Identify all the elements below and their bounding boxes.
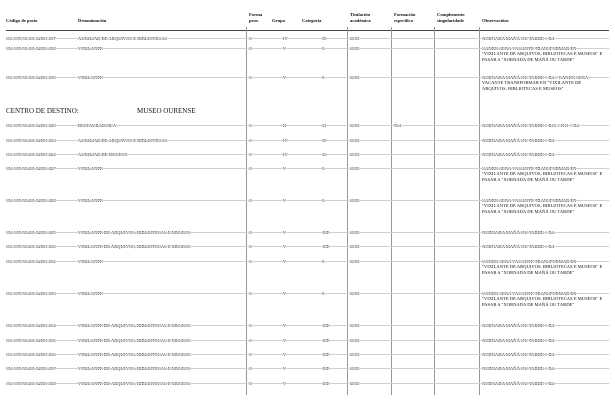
grupo: II (283, 123, 287, 128)
categoria: 10E (322, 244, 330, 249)
header-especifica: específica (394, 18, 413, 23)
posto-code: CU.C59.50.101.32001.039 (6, 75, 56, 80)
categoria: 10E (322, 366, 330, 371)
titulacion: 6003 (350, 46, 360, 51)
grupo: V (283, 291, 287, 296)
row-divider (6, 293, 609, 294)
observacions: XORNADA MAÑÁ OU TARDE // B4 (482, 381, 554, 386)
forma-prov: C (249, 166, 253, 171)
categoria: 3 (322, 166, 325, 171)
forma-prov: C (249, 323, 253, 328)
row-divider (6, 325, 609, 326)
denominacion: VIXILANTE DE ARQUIVOS, BIBLIOTECAS E MUSEOS (78, 352, 191, 357)
header-forma: Forma (249, 12, 263, 17)
observacions: XORNADA MAÑÁ OU TARDE // B4 (482, 152, 554, 157)
posto-code: CU.C59.50.201.32001.037 (6, 366, 56, 371)
grupo: V (283, 244, 287, 249)
observacions: CANDO SEXA VACANTE TRANSFORMAR EN "VIXILANTE DE ARQUIVOS, BIBLIOTECAS E MUSEOS" E PASAR A "XORNADA DE MAÑÁ OU TARDE" (482, 291, 603, 307)
posto-code: CU.C59.50.201.32001.024 (6, 152, 56, 157)
posto-code: CU.C59.50.201.32001.030 (6, 244, 56, 249)
categoria: 3 (322, 291, 325, 296)
grupo: V (283, 46, 287, 51)
denominacion: VIXILANTE DE ARQUIVOS, BIBLIOTECAS E MUSEOS (78, 381, 191, 386)
denominacion: VIXILANTE (78, 259, 103, 264)
row-divider (6, 232, 609, 233)
header-singularidade: singularidade (437, 18, 464, 23)
titulacion: 6003 (350, 244, 360, 249)
categoria: 10E (322, 352, 330, 357)
grupo: V (283, 230, 287, 235)
categoria: 10E (322, 381, 330, 386)
section-label: CENTRO DE DESTINO: (6, 107, 79, 115)
posto-code: CU.C59.50.201.32001.029 (6, 230, 56, 235)
posto-code: CU.C59.50.201.32001.023 (6, 138, 56, 143)
row-divider (6, 168, 609, 169)
posto-code: CU.C59.50.101.32001.037 (6, 36, 56, 41)
grupo: IV (283, 152, 288, 157)
observacions: XORNADA MAÑÁ OU TARDE // B4 (482, 323, 554, 328)
forma-prov: C (249, 291, 253, 296)
posto-code: CU.C59.50.201.32001.020 (6, 123, 56, 128)
denominacion: VIXILANTE DE ARQUIVOS, BIBLIOTECAS E MUSEOS (78, 323, 191, 328)
header-divider (6, 30, 609, 31)
forma-prov: C (249, 123, 253, 128)
posto-code: CU.C59.50.201.32001.035 (6, 338, 56, 343)
titulacion: 6003 (350, 152, 360, 157)
header-formacion: Formación (394, 12, 416, 17)
observacions: XORNADA MAÑÁ OU TARDE // B4 (482, 138, 554, 143)
header-titulacion: Titulación (350, 12, 371, 17)
header-categoria: Categoría (302, 18, 322, 23)
row-divider (6, 261, 609, 262)
forma-prov: C (249, 75, 253, 80)
categoria: 3 (322, 198, 325, 203)
forma-prov: C (249, 230, 253, 235)
grupo: V (283, 338, 287, 343)
observacions: XORNADA MAÑÁ OU TARDE // B4 (482, 36, 554, 41)
forma-prov: C (249, 366, 253, 371)
posto-code: CU.C59.50.101.32001.038 (6, 46, 56, 51)
titulacion: 6003 (350, 123, 360, 128)
forma-prov: C (249, 352, 253, 357)
row-divider (6, 340, 609, 341)
denominacion: VIXILANTE (78, 198, 103, 203)
categoria: 35 (322, 36, 327, 41)
denominacion: VIXILANTE (78, 291, 103, 296)
categoria: 10E (322, 230, 330, 235)
forma-prov: C (249, 46, 253, 51)
row-divider (6, 140, 609, 141)
forma-prov: C (249, 381, 253, 386)
grupo: V (283, 366, 287, 371)
categoria: 10E (322, 323, 330, 328)
categoria: 35 (322, 138, 327, 143)
formacion: 964 (394, 123, 401, 128)
observacions: CANDO SEXA VACANTE TRANSFORMAR EN "VIXILANTE DE ARQUIVOS, BIBLIOTECAS E MUSEOS" E PASAR A "XORNADA DE MAÑÁ OU TARDE" (482, 198, 603, 214)
titulacion: 6003 (350, 352, 360, 357)
posto-code: CU.C59.50.201.32001.028 (6, 198, 56, 203)
titulacion: 6003 (350, 381, 360, 386)
observacions: XORNADA MAÑÁ OU TARDE // B4 (482, 352, 554, 357)
forma-prov: C (249, 198, 253, 203)
observacions: CANDO SEXA VACANTE TRANSFORMAR EN "VIXILANTE DE ARQUIVOS, BIBLIOTECAS E MUSEOS" E PASAR A "XORNADA DE MAÑÁ OU TARDE" (482, 166, 603, 182)
header-codigo: Código de posto (6, 18, 38, 23)
row-divider (6, 125, 609, 126)
forma-prov: C (249, 138, 253, 143)
observacions: XORNADA MAÑÁ OU TARDE // B4 (482, 244, 554, 249)
denominacion: VIXILANTE DE ARQUIVOS, BIBLIOTECAS E MUSEOS (78, 230, 191, 235)
categoria: 3 (322, 75, 325, 80)
posto-code: CU.C59.50.201.32001.034 (6, 323, 56, 328)
titulacion: 6003 (350, 291, 360, 296)
observacions: CANDO SEXA VACANTE TRANSFORMAR EN "VIXILANTE DE ARQUIVOS, BIBLIOTECAS E MUSEOS" E PASAR A "XORNADA DE MAÑÁ OU TARDE" (482, 259, 603, 275)
observacions: CANDO SEXA VACANTE TRANSFORMAR EN "VIXILANTE DE ARQUIVOS, BIBLIOTECAS E MUSEOS" E PASAR A "XORNADA DE MAÑÁ OU TARDE" (482, 46, 603, 62)
observacions: XORNADA MAÑÁ OU TARDE // B4 (482, 366, 554, 371)
categoria: 3 (322, 46, 325, 51)
header-academica: académica (350, 18, 371, 23)
titulacion: 6003 (350, 36, 360, 41)
posto-code: CU.C59.50.201.32001.027 (6, 166, 56, 171)
titulacion: 6003 (350, 75, 360, 80)
titulacion: 6003 (350, 166, 360, 171)
observacions: XORNADA MAÑÁ OU TARDE // B16 // B11 // B4 (482, 123, 579, 128)
observacions: XORNADA MAÑÁ OU TARDE // B4 (482, 230, 554, 235)
row-divider (6, 38, 609, 39)
row-divider (6, 200, 609, 201)
posto-code: CU.C59.50.201.32001.036 (6, 352, 56, 357)
grupo: V (283, 323, 287, 328)
forma-prov: C (249, 338, 253, 343)
row-divider (6, 383, 609, 384)
categoria: 36 (322, 152, 327, 157)
forma-prov: C (249, 244, 253, 249)
header-observacions: Observacións (482, 18, 509, 23)
denominacion: VIXILANTE DE ARQUIVOS, BIBLIOTECAS E MUSEOS (78, 338, 191, 343)
grupo: IV (283, 36, 288, 41)
row-divider (6, 368, 609, 369)
posto-code: CU.C59.50.201.32001.032 (6, 259, 56, 264)
header-denominacion: Denominación (78, 18, 107, 23)
header-prov: prov. (249, 18, 259, 23)
row-divider (6, 354, 609, 355)
titulacion: 6003 (350, 198, 360, 203)
section-name: MUSEO OURENSE (137, 107, 196, 115)
forma-prov: C (249, 259, 253, 264)
titulacion: 6003 (350, 259, 360, 264)
grupo: IV (283, 138, 288, 143)
posto-code: CU.C59.50.201.32001.038 (6, 381, 56, 386)
titulacion: 6003 (350, 230, 360, 235)
grupo: V (283, 198, 287, 203)
grupo: V (283, 75, 287, 80)
denominacion: VIXILANTE DE ARQUIVOS, BIBLIOTECAS E MUSEOS (78, 244, 191, 249)
denominacion: VIXILANTE DE ARQUIVOS, BIBLIOTECAS E MUSEOS (78, 366, 191, 371)
row-divider (6, 48, 609, 49)
row-divider (6, 77, 609, 78)
titulacion: 6003 (350, 138, 360, 143)
denominacion: AUXILIAR DE ARQUIVOS E BIBLIOTECAS (78, 36, 168, 41)
header-grupo: Grupo (272, 18, 286, 23)
observacions: XORNADA MAÑÁ OU TARDE // B4 (482, 338, 554, 343)
grupo: V (283, 352, 287, 357)
row-divider (6, 154, 609, 155)
categoria: 3 (322, 259, 325, 264)
titulacion: 6003 (350, 323, 360, 328)
titulacion: 6003 (350, 366, 360, 371)
denominacion: VIXILANTE (78, 75, 103, 80)
row-divider (6, 246, 609, 247)
denominacion: RESTAURADOR/A (78, 123, 117, 128)
denominacion: AUXILIAR DE MUSEOS (78, 152, 128, 157)
table-header (0, 10, 615, 32)
forma-prov: C (249, 36, 253, 41)
categoria: 10E (322, 338, 330, 343)
denominacion: VIXILANTE (78, 166, 103, 171)
forma-prov: C (249, 152, 253, 157)
grupo: V (283, 381, 287, 386)
titulacion: 6003 (350, 338, 360, 343)
posto-code: CU.C59.50.201.32001.033 (6, 291, 56, 296)
grupo: V (283, 166, 287, 171)
denominacion: VIXILANTE (78, 46, 103, 51)
header-complemento: Complemento (437, 12, 465, 17)
observacions: XORNADA MAÑÁ OU TARDE // B4 // CANDO SEXA VACANTE TRANSFORMAR EN "VIXILANTE DE ARQUIVOS, BIBLIOTECAS E MUSEOS" (482, 75, 588, 91)
categoria: 31 (322, 123, 327, 128)
grupo: V (283, 259, 287, 264)
denominacion: AUXILIAR DE ARQUIVOS E BIBLIOTECAS (78, 138, 168, 143)
